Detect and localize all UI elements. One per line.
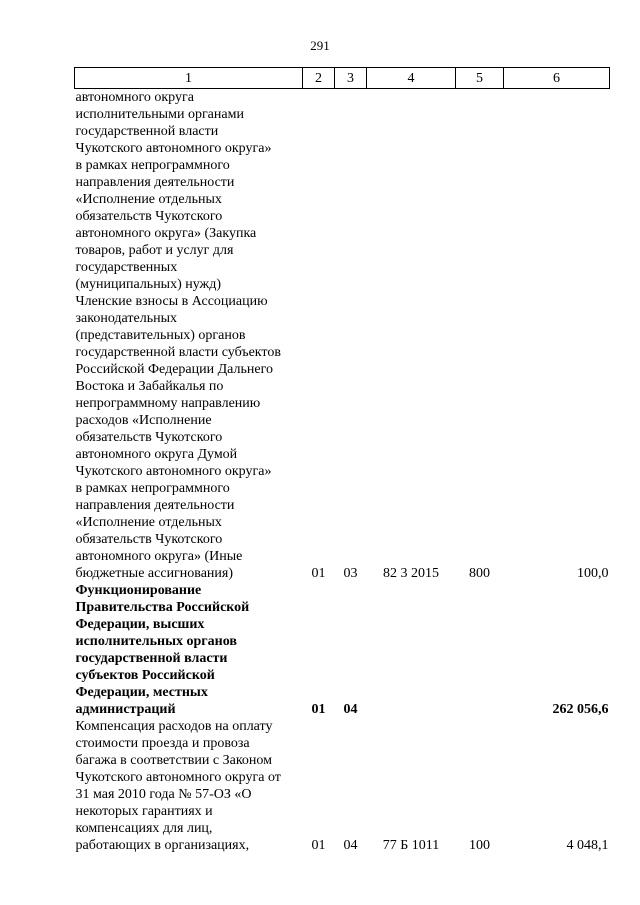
description-line: Чукотского автономного округа» [75,141,272,156]
description-line: товаров, работ и услуг для [75,243,234,258]
target-article-code: 82 3 2015 [383,566,439,581]
description-line: Функционирование [75,583,202,598]
description-line: автономного округа» (Иные [75,549,243,564]
description-line: (муниципальных) нужд) [75,277,222,292]
description-line: непрограммному направлению [75,396,261,411]
description-line: бюджетные ассигнования) [75,566,234,581]
description-line: некоторых гарантиях и [75,804,213,819]
description-line: Членские взносы в Ассоциацию [75,294,268,309]
description-line: Компенсация расходов на оплату [75,719,273,734]
budget-table [74,67,610,854]
description-line: государственной власти [75,651,228,666]
table-row [75,582,610,718]
table-row [75,89,610,583]
description-line: Российской Федерации Дальнего [75,362,273,377]
description-line: обязательств Чукотского [75,532,223,547]
header-col-1: 1 [75,68,303,89]
header-col-3: 3 [335,68,367,89]
description-line: автономного округа [75,90,194,105]
expense-type-code: 100 [469,838,490,853]
description-line: Федерации, местных [75,685,208,700]
header-col-2: 2 [303,68,335,89]
section-code: 01 [311,566,326,581]
description-line: 31 мая 2010 года № 57-ОЗ «О [75,787,252,802]
amount: 262 056,6 [552,702,609,717]
description-line: компенсациях для лиц, [75,821,213,836]
expense-type-code: 800 [469,566,490,581]
description-line: Федерации, высших [75,617,205,632]
description-line: расходов «Исполнение [75,413,212,428]
description-line: государственной власти субъектов [75,345,281,360]
description-line: направления деятельности [75,498,235,513]
description-line: исполнительных органов [75,634,237,649]
expense-type-code [456,582,504,718]
description-line: государственных [75,260,178,275]
amount: 4 048,1 [566,838,609,853]
description-line: Чукотского автономного округа» [75,464,272,479]
description-line: законодательных [75,311,177,326]
description-line: стоимости проезда и провоза [75,736,250,751]
target-article-code: 77 Б 1011 [382,838,440,853]
section-code: 01 [311,702,326,717]
row-description [75,582,303,718]
table-row [75,718,610,854]
description-line: в рамках непрограммного [75,481,230,496]
header-col-4: 4 [367,68,456,89]
target-article-code [367,582,456,718]
section-code: 01 [311,838,326,853]
header-col-6: 6 [504,68,610,89]
description-line: Правительства Российской [75,600,250,615]
description-line: багажа в соответствии с Законом [75,753,273,768]
description-line: автономного округа Думой [75,447,238,462]
description-line: государственной власти [75,124,219,139]
description-line: в рамках непрограммного [75,158,230,173]
description-line: обязательств Чукотского [75,209,223,224]
row-description [75,89,303,583]
description-line: направления деятельности [75,175,235,190]
table-body [75,89,610,855]
subsection-code: 04 [343,838,358,853]
description-line: субъектов Российской [75,668,215,683]
subsection-code: 03 [343,566,358,581]
row-description [75,718,303,854]
description-line: автономного округа» (Закупка [75,226,257,241]
description-line: работающих в организациях, [75,838,250,853]
description-line: (представительных) органов [75,328,246,343]
page-number: 291 [310,38,330,53]
description-line: «Исполнение отдельных [75,515,222,530]
description-line: обязательств Чукотского [75,430,223,445]
header-row [75,68,610,89]
description-line: Чукотского автономного округа от [75,770,281,785]
description-line: Востока и Забайкалья по [75,379,224,394]
amount: 100,0 [577,566,609,581]
description-line: исполнительными органами [75,107,244,122]
description-line: «Исполнение отдельных [75,192,222,207]
subsection-code: 04 [343,702,358,717]
description-line: администраций [75,702,176,717]
header-col-5: 5 [456,68,504,89]
